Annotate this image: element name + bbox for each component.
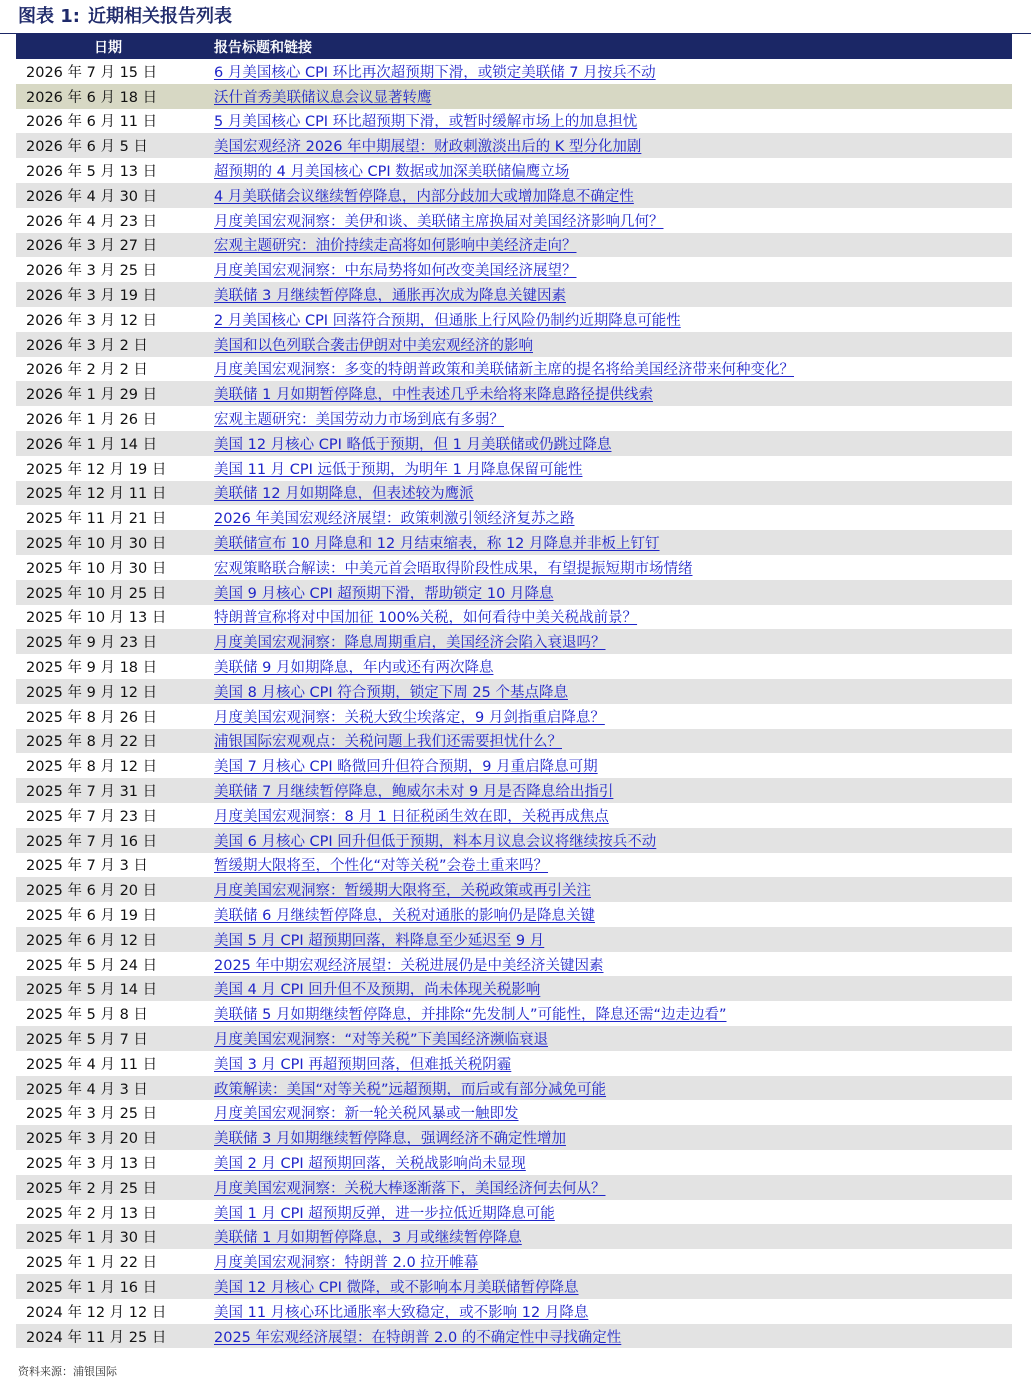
table-row bbox=[16, 456, 1012, 481]
report-title-cell bbox=[214, 1175, 1012, 1200]
report-link[interactable]: 4 月美联储会议继续暂停降息，内部分歧加大或增加降息不确定性 bbox=[214, 188, 634, 205]
report-link[interactable]: 月度美国宏观洞察：多变的特朗普政策和美联储新主席的提名将给美国经济带来何种变化？ bbox=[214, 362, 794, 379]
table-row bbox=[16, 877, 1012, 902]
table-row bbox=[16, 580, 1012, 605]
report-date: 2026 年 6 月 5 日 bbox=[26, 139, 148, 156]
figure-title bbox=[18, 2, 232, 32]
table-row bbox=[16, 605, 1012, 630]
table-row bbox=[16, 84, 1012, 109]
report-link[interactable]: 政策解读：美国“对等关税”远超预期，而后或有部分减免可能 bbox=[214, 1081, 607, 1098]
report-link[interactable]: 5 月美国核心 CPI 环比超预期下滑，或暂时缓解市场上的加息担忧 bbox=[214, 114, 638, 131]
report-title-cell bbox=[214, 233, 1012, 258]
table-row bbox=[16, 976, 1012, 1001]
report-date: 2025 年 3 月 20 日 bbox=[26, 1131, 158, 1148]
table-row bbox=[16, 1274, 1012, 1299]
figure-caption: 近期相关报告列表 bbox=[88, 6, 232, 27]
table-row bbox=[16, 1299, 1012, 1324]
report-title-cell bbox=[214, 109, 1012, 134]
report-title-cell bbox=[214, 902, 1012, 927]
report-link[interactable]: 美联储 9 月如期降息，年内或还有两次降息 bbox=[214, 660, 494, 677]
report-link[interactable]: 月度美国宏观洞察：关税大致尘埃落定，9 月剑指重启降息？ bbox=[214, 709, 605, 726]
table-row bbox=[16, 357, 1012, 382]
report-link[interactable]: 美国和以色列联合袭击伊朗对中美宏观经济的影响 bbox=[214, 337, 533, 354]
report-title-cell bbox=[214, 927, 1012, 952]
table-row bbox=[16, 183, 1012, 208]
table-row bbox=[16, 133, 1012, 158]
report-title-cell bbox=[214, 1001, 1012, 1026]
report-link[interactable]: 月度美国宏观洞察：特朗普 2.0 拉开帷幕 bbox=[214, 1255, 479, 1272]
table-row bbox=[16, 753, 1012, 778]
table-row bbox=[16, 1175, 1012, 1200]
table-row bbox=[16, 555, 1012, 580]
report-link[interactable]: 美国 12 月核心 CPI 略低于预期，但 1 月美联储或仍跳过降息 bbox=[214, 436, 612, 453]
report-link[interactable]: 美国 3 月 CPI 再超预期回落，但难抵关税阴霾 bbox=[214, 1056, 512, 1073]
table-row bbox=[16, 778, 1012, 803]
report-link[interactable]: 美联储 7 月继续暂停降息，鲍威尔未对 9 月是否降息给出指引 bbox=[214, 784, 614, 800]
report-link[interactable]: 美国 8 月核心 CPI 符合预期，锁定下周 25 个基点降息 bbox=[214, 684, 568, 701]
report-title-cell bbox=[214, 853, 1012, 878]
table-row bbox=[16, 481, 1012, 506]
report-date: 2026 年 3 月 12 日 bbox=[26, 312, 158, 329]
report-link[interactable]: 美联储 1 月如期暂停降息，中性表述几乎未给将来降息路径提供线索 bbox=[214, 387, 653, 404]
report-link[interactable]: 浦银国际宏观观点：关税问题上我们还需要担忧什么？ bbox=[214, 734, 562, 751]
report-date: 2025 年 2 月 13 日 bbox=[26, 1205, 158, 1222]
source-note: 资料来源：浦银国际 bbox=[18, 1365, 117, 1378]
report-date: 2025 年 5 月 8 日 bbox=[26, 1007, 148, 1024]
table-row bbox=[16, 332, 1012, 357]
table-row bbox=[16, 233, 1012, 258]
table-row bbox=[16, 1200, 1012, 1225]
report-title-cell bbox=[214, 1224, 1012, 1249]
report-link[interactable]: 特朗普宣称将对中国加征 100%关税，如何看待中美关税战前景？ bbox=[214, 610, 638, 627]
table-row bbox=[16, 952, 1012, 977]
report-title-cell bbox=[214, 976, 1012, 1001]
report-link[interactable]: 美国 5 月 CPI 超预期回落，料降息至少延迟至 9 月 bbox=[214, 932, 545, 949]
table-row bbox=[16, 1150, 1012, 1175]
report-title-cell bbox=[214, 530, 1012, 555]
report-table bbox=[16, 34, 1012, 1348]
report-date: 2025 年 5 月 24 日 bbox=[26, 957, 158, 974]
report-title-cell bbox=[214, 456, 1012, 481]
report-date: 2025 年 8 月 12 日 bbox=[26, 759, 158, 776]
report-title-cell bbox=[214, 952, 1012, 977]
report-date: 2025 年 10 月 25 日 bbox=[26, 585, 167, 602]
report-link[interactable]: 超预期的 4 月美国核心 CPI 数据或加深美联储偏鹰立场 bbox=[214, 164, 570, 181]
table-row bbox=[16, 803, 1012, 828]
report-title-cell bbox=[214, 1051, 1012, 1076]
table-row bbox=[16, 307, 1012, 332]
report-title-cell bbox=[214, 1076, 1012, 1101]
report-title-cell bbox=[214, 1274, 1012, 1299]
report-date: 2025 年 10 月 13 日 bbox=[26, 610, 167, 627]
report-title-cell bbox=[214, 778, 1012, 803]
report-link[interactable]: 暂缓期大限将至，个性化“对等关税”会卷土重来吗？ bbox=[214, 858, 549, 875]
report-date: 2025 年 12 月 11 日 bbox=[26, 486, 167, 503]
table-row bbox=[16, 59, 1012, 84]
report-title-cell bbox=[214, 1200, 1012, 1225]
report-title-cell bbox=[214, 332, 1012, 357]
report-date: 2026 年 3 月 25 日 bbox=[26, 263, 158, 280]
table-row bbox=[16, 679, 1012, 704]
report-date: 2026 年 3 月 2 日 bbox=[26, 337, 148, 354]
table-row bbox=[16, 1324, 1012, 1349]
report-date: 2026 年 1 月 29 日 bbox=[26, 387, 158, 404]
report-link[interactable]: 美国 2 月 CPI 超预期回落，关税战影响尚未显现 bbox=[214, 1155, 526, 1172]
report-title-cell bbox=[214, 1125, 1012, 1150]
report-link[interactable]: 美国 11 月核心环比通胀率大致稳定，或不影响 12 月降息 bbox=[214, 1304, 589, 1321]
figure-label: 图表 1: bbox=[18, 6, 80, 27]
report-title-cell bbox=[214, 1100, 1012, 1125]
report-link[interactable]: 美联储 5 月如期继续暂停降息，并排除“先发制人”可能性，降息还需“边走边看” bbox=[214, 1007, 727, 1024]
report-title-cell bbox=[214, 729, 1012, 754]
report-date: 2026 年 1 月 14 日 bbox=[26, 436, 158, 453]
report-date: 2025 年 1 月 30 日 bbox=[26, 1230, 158, 1247]
report-link[interactable]: 月度美国宏观洞察：8 月 1 日征税函生效在即，关税再成焦点 bbox=[214, 808, 609, 825]
table-row bbox=[16, 1051, 1012, 1076]
report-date: 2025 年 5 月 14 日 bbox=[26, 982, 158, 999]
report-title-cell bbox=[214, 381, 1012, 406]
report-date: 2025 年 6 月 19 日 bbox=[26, 907, 158, 924]
report-title-cell bbox=[214, 1299, 1012, 1324]
report-link[interactable]: 2026 年美国宏观经济展望：政策刺激引领经济复苏之路 bbox=[214, 511, 575, 528]
report-link[interactable]: 美国 4 月 CPI 回升但不及预期，尚未体现关税影响 bbox=[214, 982, 541, 999]
report-link[interactable]: 2025 年宏观经济展望：在特朗普 2.0 的不确定性中寻找确定性 bbox=[214, 1329, 622, 1346]
report-title-cell bbox=[214, 1324, 1012, 1349]
report-link[interactable]: 月度美国宏观洞察：降息周期重启，美国经济会陷入衰退吗？ bbox=[214, 635, 606, 652]
report-date: 2025 年 9 月 18 日 bbox=[26, 660, 158, 677]
report-date: 2026 年 6 月 11 日 bbox=[26, 114, 158, 131]
report-title-cell bbox=[214, 59, 1012, 84]
report-title-cell bbox=[214, 1150, 1012, 1175]
report-link[interactable]: 月度美国宏观洞察：关税大棒逐渐落下，美国经济何去何从？ bbox=[214, 1180, 606, 1197]
report-date: 2026 年 4 月 23 日 bbox=[26, 213, 158, 230]
report-link[interactable]: 美国 6 月核心 CPI 回升但低于预期，料本月议息会议将继续按兵不动 bbox=[214, 833, 657, 850]
report-title-cell bbox=[214, 282, 1012, 307]
table-row bbox=[16, 1026, 1012, 1051]
report-link[interactable]: 美联储宣布 10 月降息和 12 月结束缩表，称 12 月降息并非板上钉钉 bbox=[214, 536, 660, 553]
report-title-cell bbox=[214, 605, 1012, 630]
report-date: 2026 年 3 月 27 日 bbox=[26, 238, 158, 255]
report-link[interactable]: 沃什首秀美联储议息会议显著转鹰 bbox=[214, 89, 432, 106]
table-row bbox=[16, 1249, 1012, 1274]
report-link[interactable]: 美联储 3 月如期继续暂停降息，强调经济不确定性增加 bbox=[214, 1131, 566, 1148]
report-date: 2025 年 4 月 11 日 bbox=[26, 1056, 158, 1073]
table-row bbox=[16, 629, 1012, 654]
report-link[interactable]: 宏观主题研究：油价持续走高将如何影响中美经济走向？ bbox=[214, 238, 577, 255]
report-link[interactable]: 美联储 6 月继续暂停降息，关税对通胀的影响仍是降息关键 bbox=[214, 907, 595, 924]
report-title-cell bbox=[214, 679, 1012, 704]
report-date: 2026 年 1 月 26 日 bbox=[26, 412, 158, 429]
report-date: 2025 年 6 月 12 日 bbox=[26, 932, 158, 949]
table-row bbox=[16, 257, 1012, 282]
report-link[interactable]: 美联储 1 月如期暂停降息，3 月或继续暂停降息 bbox=[214, 1230, 522, 1247]
table-row bbox=[16, 927, 1012, 952]
report-link[interactable]: 美国宏观经济 2026 年中期展望：财政刺激淡出后的 K 型分化加剧 bbox=[214, 139, 642, 156]
report-link[interactable]: 2 月美国核心 CPI 回落符合预期，但通胀上行风险仍制约近期降息可能性 bbox=[214, 312, 681, 329]
report-link[interactable]: 月度美国宏观洞察：新一轮关税风暴或一触即发 bbox=[214, 1106, 519, 1123]
report-date: 2025 年 1 月 22 日 bbox=[26, 1255, 158, 1272]
report-title-cell bbox=[214, 1249, 1012, 1274]
report-date: 2026 年 2 月 2 日 bbox=[26, 362, 148, 379]
report-date: 2026 年 5 月 13 日 bbox=[26, 164, 158, 181]
report-date: 2025 年 7 月 31 日 bbox=[26, 784, 158, 800]
report-link[interactable]: 宏观策略联合解读：中美元首会晤取得阶段性成果，有望提振短期市场情绪 bbox=[214, 560, 693, 577]
table-header-row bbox=[16, 34, 1012, 59]
table-row bbox=[16, 282, 1012, 307]
report-title-cell bbox=[214, 257, 1012, 282]
report-link[interactable]: 月度美国宏观洞察：暂缓期大限将至，关税政策或再引关注 bbox=[214, 883, 591, 900]
table-row bbox=[16, 1001, 1012, 1026]
report-date: 2025 年 6 月 20 日 bbox=[26, 883, 158, 900]
table-row bbox=[16, 1100, 1012, 1125]
report-link[interactable]: 月度美国宏观洞察：中东局势将如何改变美国经济展望？ bbox=[214, 263, 577, 280]
report-title-cell bbox=[214, 158, 1012, 183]
report-date: 2026 年 6 月 18 日 bbox=[26, 89, 158, 106]
report-date: 2024 年 11 月 25 日 bbox=[26, 1329, 167, 1346]
report-date: 2025 年 10 月 30 日 bbox=[26, 560, 167, 577]
header-title: 报告标题和链接 bbox=[214, 39, 312, 56]
table-row bbox=[16, 1125, 1012, 1150]
report-link[interactable]: 2025 年中期宏观经济展望：关税进展仍是中美经济关键因素 bbox=[214, 957, 604, 974]
report-date: 2025 年 1 月 16 日 bbox=[26, 1279, 158, 1296]
report-title-cell bbox=[214, 183, 1012, 208]
report-date: 2025 年 8 月 26 日 bbox=[26, 709, 158, 726]
report-title-cell bbox=[214, 580, 1012, 605]
report-date: 2025 年 10 月 30 日 bbox=[26, 536, 167, 553]
report-title-cell bbox=[214, 133, 1012, 158]
table-row bbox=[16, 431, 1012, 456]
report-date: 2025 年 7 月 3 日 bbox=[26, 858, 148, 875]
report-date: 2024 年 12 月 12 日 bbox=[26, 1304, 167, 1321]
report-link[interactable]: 宏观主题研究：美国劳动力市场到底有多弱？ bbox=[214, 412, 504, 429]
table-row bbox=[16, 1224, 1012, 1249]
table-row bbox=[16, 158, 1012, 183]
table-row bbox=[16, 208, 1012, 233]
report-title-cell bbox=[214, 704, 1012, 729]
report-date: 2025 年 3 月 13 日 bbox=[26, 1155, 158, 1172]
report-date: 2025 年 7 月 16 日 bbox=[26, 833, 158, 850]
table-row bbox=[16, 530, 1012, 555]
report-title-cell bbox=[214, 654, 1012, 679]
table-row bbox=[16, 1076, 1012, 1101]
report-date: 2025 年 7 月 23 日 bbox=[26, 808, 158, 825]
report-date: 2026 年 7 月 15 日 bbox=[26, 64, 158, 81]
report-title-cell bbox=[214, 828, 1012, 853]
table-row bbox=[16, 902, 1012, 927]
report-date: 2026 年 3 月 19 日 bbox=[26, 288, 158, 305]
table-row bbox=[16, 704, 1012, 729]
report-link[interactable]: 月度美国宏观洞察：美伊和谈、美联储主席换届对美国经济影响几何？ bbox=[214, 213, 664, 230]
report-date: 2025 年 9 月 23 日 bbox=[26, 635, 158, 652]
report-date: 2025 年 9 月 12 日 bbox=[26, 684, 158, 701]
report-title-cell bbox=[214, 481, 1012, 506]
table-row bbox=[16, 381, 1012, 406]
report-date: 2025 年 5 月 7 日 bbox=[26, 1031, 148, 1048]
report-title-cell bbox=[214, 505, 1012, 530]
report-link[interactable]: 美国 12 月核心 CPI 微降，或不影响本月美联储暂停降息 bbox=[214, 1279, 579, 1296]
report-title-cell bbox=[214, 307, 1012, 332]
table-row bbox=[16, 109, 1012, 134]
report-date: 2025 年 8 月 22 日 bbox=[26, 734, 158, 751]
report-link[interactable]: 美国 11 月 CPI 远低于预期，为明年 1 月降息保留可能性 bbox=[214, 461, 583, 478]
table-body bbox=[16, 59, 1012, 1348]
report-title-cell bbox=[214, 629, 1012, 654]
report-date: 2025 年 2 月 25 日 bbox=[26, 1180, 158, 1197]
table-row bbox=[16, 729, 1012, 754]
table-row bbox=[16, 654, 1012, 679]
report-title-cell bbox=[214, 753, 1012, 778]
report-link[interactable]: 美联储 12 月如期降息，但表述较为鹰派 bbox=[214, 486, 474, 503]
report-link[interactable]: 美国 9 月核心 CPI 超预期下滑，帮助锁定 10 月降息 bbox=[214, 585, 554, 602]
report-link[interactable]: 美国 7 月核心 CPI 略微回升但符合预期，9 月重启降息可期 bbox=[214, 759, 598, 776]
report-title-cell bbox=[214, 803, 1012, 828]
header-date: 日期 bbox=[94, 39, 122, 56]
report-title-cell bbox=[214, 208, 1012, 233]
report-link[interactable]: 月度美国宏观洞察：“对等关税”下美国经济濒临衰退 bbox=[214, 1031, 549, 1048]
report-link[interactable]: 美国 1 月 CPI 超预期反弹，进一步拉低近期降息可能 bbox=[214, 1205, 555, 1222]
report-title-cell bbox=[214, 555, 1012, 580]
table-row bbox=[16, 406, 1012, 431]
table-row bbox=[16, 853, 1012, 878]
report-date: 2025 年 12 月 19 日 bbox=[26, 461, 167, 478]
report-date: 2025 年 3 月 25 日 bbox=[26, 1106, 158, 1123]
report-title-cell bbox=[214, 84, 1012, 109]
table-row bbox=[16, 828, 1012, 853]
table-row bbox=[16, 505, 1012, 530]
report-title-cell bbox=[214, 877, 1012, 902]
report-link[interactable]: 美联储 3 月继续暂停降息，通胀再次成为降息关键因素 bbox=[214, 288, 566, 305]
report-title-cell bbox=[214, 1026, 1012, 1051]
report-date: 2025 年 11 月 21 日 bbox=[26, 511, 167, 528]
report-title-cell bbox=[214, 406, 1012, 431]
report-date: 2026 年 4 月 30 日 bbox=[26, 188, 158, 205]
report-link[interactable]: 6 月美国核心 CPI 环比再次超预期下滑，或锁定美联储 7 月按兵不动 bbox=[214, 64, 656, 81]
report-title-cell bbox=[214, 357, 1012, 382]
report-title-cell bbox=[214, 431, 1012, 456]
report-date: 2025 年 4 月 3 日 bbox=[26, 1081, 148, 1098]
